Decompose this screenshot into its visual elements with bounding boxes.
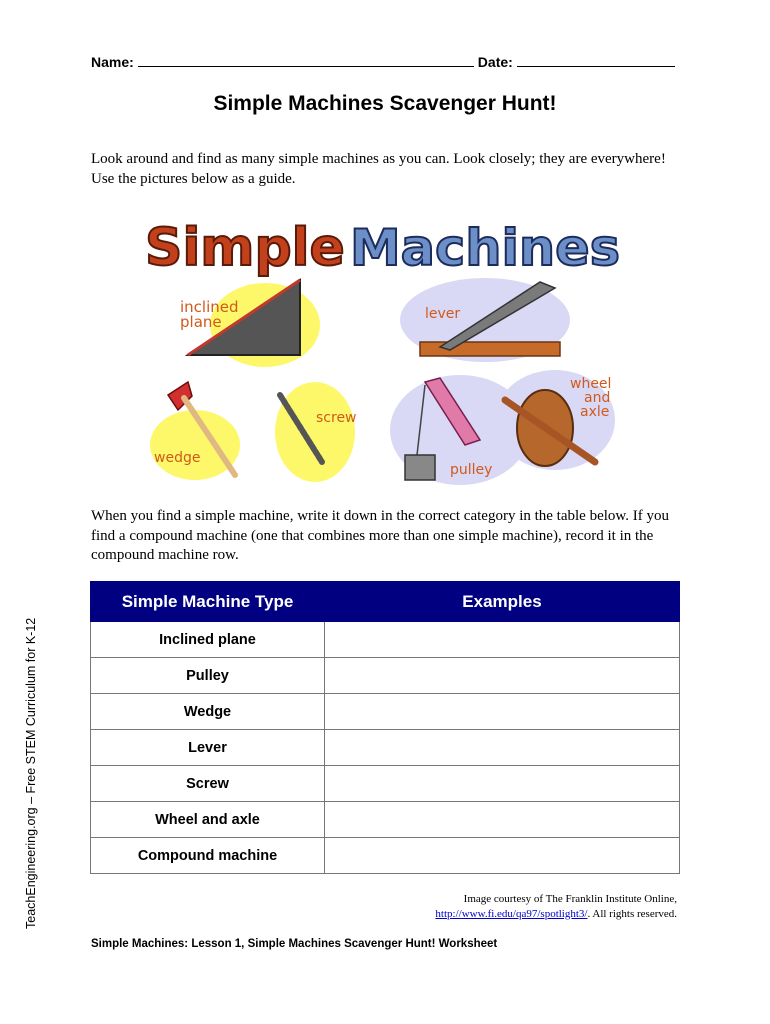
wheel-label-2: and <box>584 390 611 406</box>
examples-cell[interactable] <box>325 658 680 694</box>
examples-cell[interactable] <box>325 802 680 838</box>
table-row <box>91 838 680 874</box>
header-examples: Examples <box>325 582 680 622</box>
intro-paragraph: Look around and find as many simple machines as you can. Look closely; they are everywhere! Use the pictures below as a guide. <box>91 151 666 187</box>
row-type: Screw <box>91 766 325 802</box>
lever-label: lever <box>425 306 461 322</box>
examples-cell[interactable] <box>325 766 680 802</box>
lever-plank-icon <box>420 342 560 356</box>
name-field[interactable] <box>138 52 474 67</box>
table-row <box>91 622 680 658</box>
instructions-paragraph: When you find a simple machine, write it down in the correct category in the table below. If you find a compound machine (one that combines more than one simple machine), record it in the compound machine row. <box>91 508 670 563</box>
simple-machines-illustration <box>140 200 630 490</box>
examples-cell[interactable] <box>325 622 680 658</box>
row-type: Inclined plane <box>91 622 325 658</box>
illustration-title-machines: Machines <box>350 219 620 277</box>
credit-line-2 <box>435 907 677 922</box>
row-type: Lever <box>91 730 325 766</box>
table-row <box>91 802 680 838</box>
examples-cell[interactable] <box>325 838 680 874</box>
name-date-row <box>91 52 681 70</box>
footer-title: Simple Machines: Lesson 1, Simple Machines Scavenger Hunt! Worksheet <box>91 938 498 950</box>
wheel-label-1: wheel <box>570 376 612 392</box>
screw-label: screw <box>316 410 357 426</box>
row-type: Compound machine <box>91 838 325 874</box>
header-type: Simple Machine Type <box>91 582 325 622</box>
table-row <box>91 694 680 730</box>
date-label: Date: <box>477 54 513 70</box>
row-type: Wedge <box>91 694 325 730</box>
pulley-weight-icon <box>405 455 435 480</box>
side-branding: TeachEngineering.org – Free STEM Curriculum for K-12 <box>24 617 38 929</box>
inclined-plane-label-1: inclined <box>180 298 239 316</box>
examples-cell[interactable] <box>325 730 680 766</box>
wheel-label-3: axle <box>580 404 610 420</box>
row-type: Wheel and axle <box>91 802 325 838</box>
inclined-plane-label-2: plane <box>180 313 222 331</box>
wedge-label: wedge <box>154 450 201 466</box>
machines-table <box>90 581 680 874</box>
table-row <box>91 730 680 766</box>
table-header-row <box>91 582 680 622</box>
credit-suffix: . All rights reserved. <box>587 907 677 920</box>
page-title: Simple Machines Scavenger Hunt! <box>213 92 557 115</box>
illustration-title-simple: Simple <box>145 218 345 278</box>
wedge-glow <box>150 410 240 480</box>
row-type: Pulley <box>91 658 325 694</box>
table-row <box>91 766 680 802</box>
examples-cell[interactable] <box>325 694 680 730</box>
screw-glow <box>275 382 355 482</box>
image-credit <box>435 892 677 921</box>
pulley-label: pulley <box>450 462 493 478</box>
credit-line-1: Image courtesy of The Franklin Institute Online, <box>463 893 677 905</box>
table-row <box>91 658 680 694</box>
date-field[interactable] <box>517 52 675 67</box>
name-label: Name: <box>91 54 134 70</box>
credit-link[interactable]: http://www.fi.edu/qa97/spotlight3/ <box>435 907 588 920</box>
